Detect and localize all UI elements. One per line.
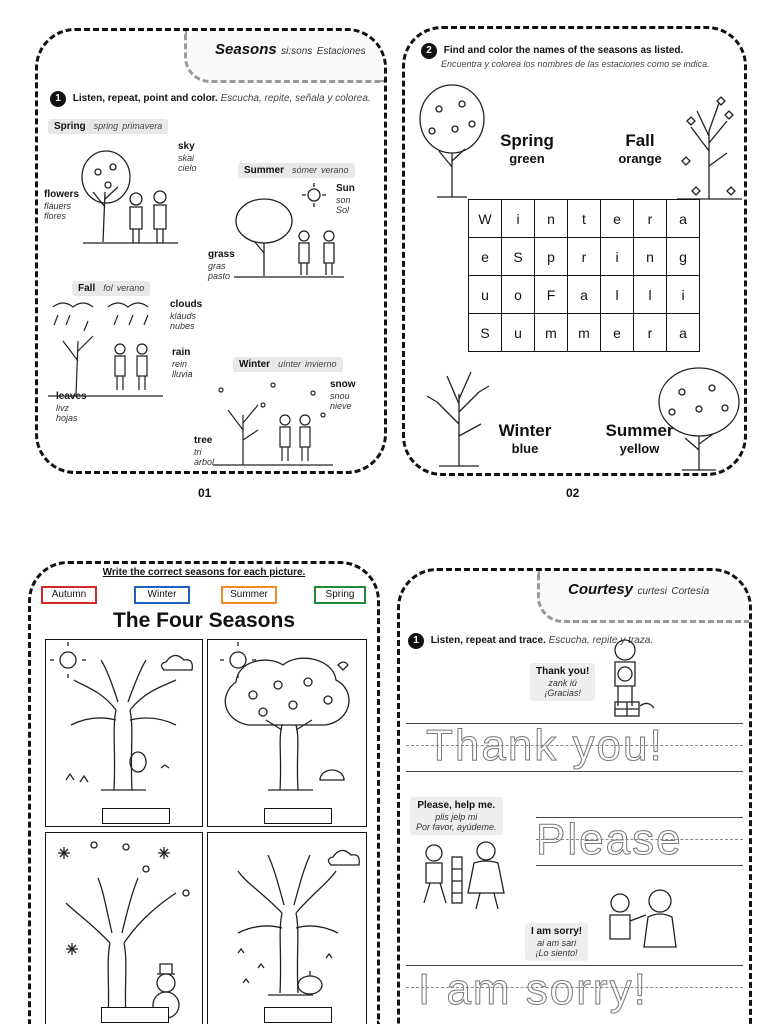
header-title: Seasons <box>215 41 277 58</box>
season-word-winter: Winter blue <box>485 421 565 456</box>
answer-box-4[interactable] <box>264 1007 332 1023</box>
header-spanish: Cortesía <box>671 586 710 597</box>
page-number-02: 02 <box>566 486 580 500</box>
word-search-cell[interactable]: a <box>667 314 700 352</box>
word-search-cell[interactable]: m <box>535 314 568 352</box>
vocab-rain: rain rein lluvia <box>172 347 193 379</box>
trace-word-please: Please <box>536 815 683 864</box>
autumn-tree-illustration <box>46 640 204 800</box>
word-search-cell[interactable]: p <box>535 238 568 276</box>
vocab-snow: snow snou nieve <box>330 379 356 411</box>
header-band <box>184 31 384 83</box>
word-search-row <box>469 200 700 238</box>
trace-area-3 <box>406 965 743 1024</box>
season-pill-spring: Spring spring primavera <box>48 119 168 134</box>
worksheet-seasons-word-search <box>402 26 747 476</box>
trace-area-1 <box>406 723 743 779</box>
vocab-leaves: leaves livz hojas <box>56 391 87 423</box>
word-search-cell[interactable]: S <box>469 314 502 352</box>
word-search-cell[interactable]: S <box>502 238 535 276</box>
season-pill-summer: Summer sómer verano <box>238 163 355 178</box>
vocab-clouds: clouds kláuds nubes <box>170 299 203 331</box>
word-search-cell[interactable]: o <box>502 276 535 314</box>
season-word-fall: Fall orange <box>600 131 680 166</box>
trace-area-2 <box>536 817 743 873</box>
autumn-pumpkin-illustration <box>208 833 368 998</box>
word-search-cell[interactable]: l <box>634 276 667 314</box>
step-number: 2 <box>421 43 437 59</box>
step-number: 1 <box>408 633 424 649</box>
word-search-cell[interactable]: r <box>568 238 601 276</box>
vocab-sun: Sun son Sol <box>336 183 355 215</box>
worksheet-title: The Four Seasons <box>112 609 296 632</box>
word-search-cell[interactable]: a <box>667 200 700 238</box>
season-word-spring: Spring green <box>487 131 567 166</box>
answer-box-1[interactable] <box>102 808 170 824</box>
vocab-sky: sky skai cielo <box>178 141 197 173</box>
word-search-cell[interactable]: F <box>535 276 568 314</box>
season-color-summer: yellow <box>619 441 660 456</box>
picture-frame-4 <box>207 832 367 1024</box>
picture-frame-2 <box>207 639 367 827</box>
summer-scene-illustration <box>234 181 344 281</box>
header-phonetic: curtesi <box>637 586 667 597</box>
step-text: Listen, repeat, point and color. <box>72 93 218 104</box>
children-helping-illustration <box>414 839 514 914</box>
worksheet-courtesy <box>397 568 752 1024</box>
word-search-cell[interactable]: e <box>601 314 634 352</box>
step-number: 1 <box>50 91 66 107</box>
season-pill-fall: Fall fol verano <box>72 281 150 296</box>
picture-frame-1 <box>45 639 203 827</box>
summer-apple-tree-illustration <box>208 640 368 800</box>
fall-tree-illustration <box>677 91 742 201</box>
season-tag-summer: Summer <box>221 586 277 604</box>
trace-word-i-am-sorry: I am sorry! <box>418 965 648 1014</box>
word-search-cell[interactable]: i <box>601 238 634 276</box>
season-tag-spring: Spring <box>314 586 366 604</box>
word-search-cell[interactable]: i <box>667 276 700 314</box>
header-title: Courtesy <box>568 581 634 598</box>
vocab-tree: tree tri árbol <box>194 435 215 467</box>
season-word-summer: Summer yellow <box>597 421 682 456</box>
children-apologizing-illustration <box>598 889 688 955</box>
word-search-cell[interactable]: a <box>568 276 601 314</box>
answer-box-3[interactable] <box>101 1007 169 1023</box>
step-instruction <box>421 43 741 69</box>
picture-frame-3 <box>45 832 203 1024</box>
season-tag-autumn: Autumn <box>41 586 97 604</box>
winter-snowman-illustration <box>46 833 204 1024</box>
phrase-please-help-me: Please, help me. plis jelp mi Por favor, ayúdeme. <box>410 797 503 835</box>
word-search-row <box>469 314 700 352</box>
step-text-es: Escucha, repite y traza. <box>548 635 654 646</box>
spring-scene-illustration <box>78 137 178 247</box>
boy-with-gift-illustration <box>600 636 660 718</box>
header-phonetic: si:sons <box>281 46 313 57</box>
word-search-cell[interactable]: g <box>667 238 700 276</box>
step-instruction <box>50 91 371 107</box>
word-search-row <box>469 238 700 276</box>
season-color-fall: orange <box>618 151 662 166</box>
word-search-cell[interactable]: n <box>634 238 667 276</box>
worksheet-seasons-vocabulary <box>35 28 387 474</box>
winter-scene-illustration <box>213 375 333 470</box>
word-search-cell[interactable]: W <box>469 200 502 238</box>
word-search-cell[interactable]: n <box>535 200 568 238</box>
season-color-spring: green <box>509 151 545 166</box>
worksheet-four-seasons <box>28 561 380 1024</box>
word-search-cell[interactable]: t <box>568 200 601 238</box>
word-search-cell[interactable]: i <box>502 200 535 238</box>
season-pill-winter: Winter uínter invierno <box>233 357 343 372</box>
word-search-cell[interactable]: m <box>568 314 601 352</box>
season-color-winter: blue <box>511 441 539 456</box>
phrase-i-am-sorry: I am sorry! ai am sari ¡Lo siento! <box>525 923 588 961</box>
header-spanish: Estaciones <box>316 46 366 57</box>
fall-scene-illustration <box>48 301 163 401</box>
word-search-cell[interactable]: u <box>502 314 535 352</box>
step-text: Listen, repeat and trace. <box>430 635 546 646</box>
trace-word-thank-you: Thank you! <box>426 721 664 770</box>
step-text: Find and color the names of the seasons as listed. <box>443 45 684 56</box>
instruction-text: Write the correct seasons for each picture. <box>102 567 306 578</box>
step-text-es: Escucha, repite, señala y colorea. <box>220 93 371 104</box>
header-band <box>537 571 749 623</box>
phrase-thank-you: Thank you! zank iú ¡Gracias! <box>530 663 595 701</box>
vocab-grass: grass gras pasto <box>208 249 235 281</box>
word-search-row <box>469 276 700 314</box>
season-tag-winter: Winter <box>134 586 190 604</box>
word-search-cell[interactable]: l <box>601 276 634 314</box>
page-number-01: 01 <box>198 486 212 500</box>
vocab-flowers: flowers fláuers flores <box>44 189 80 221</box>
answer-box-2[interactable] <box>264 808 332 824</box>
word-search-cell[interactable]: r <box>634 314 667 352</box>
winter-tree-illustration <box>419 364 494 469</box>
word-search-cell[interactable]: e <box>601 200 634 238</box>
word-search-cell[interactable]: r <box>634 200 667 238</box>
step-text-es: Encuentra y colorea los nombres de las estaciones como se indica. <box>441 59 710 69</box>
word-search-cell[interactable]: e <box>469 238 502 276</box>
spring-tree-illustration <box>417 79 487 199</box>
word-search-grid <box>468 199 700 352</box>
word-search-cell[interactable]: u <box>469 276 502 314</box>
